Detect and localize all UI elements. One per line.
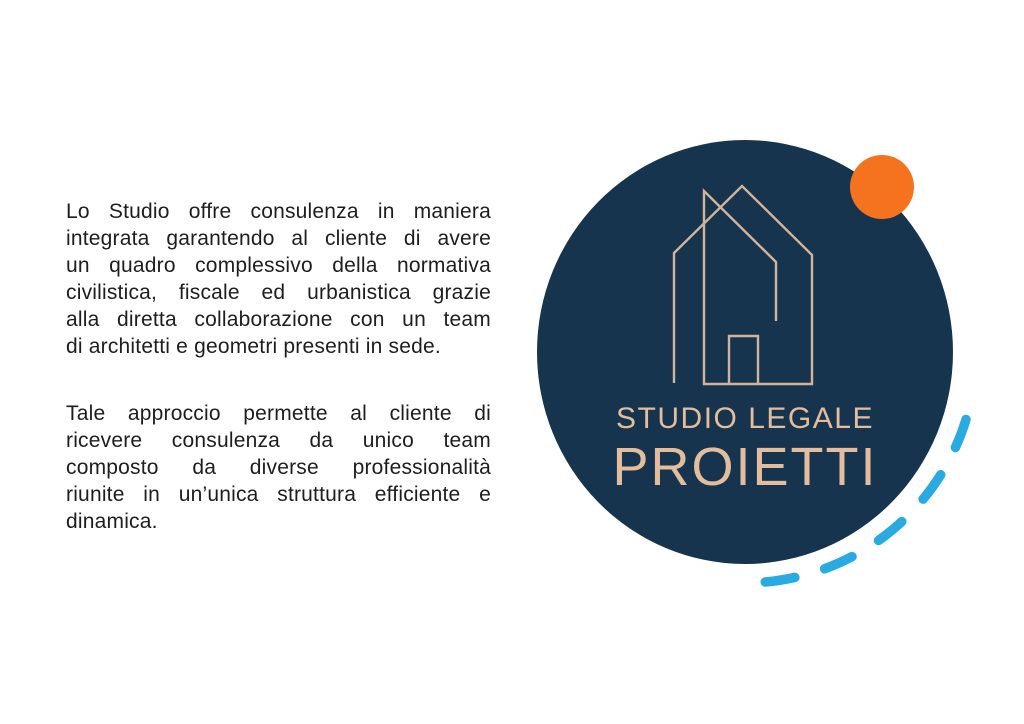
paragraph-1-line: alla diretta collaborazione con un team: [66, 308, 491, 331]
orange-dot: [850, 155, 914, 219]
paragraph-1-line: civilistica, fiscale ed urbanistica grazie: [66, 281, 491, 304]
paragraph-2-line: composto da diverse professionalità: [66, 456, 491, 479]
paragraph-1-line: integrata garantendo al cliente di avere: [66, 227, 491, 250]
paragraph-1-line: Lo Studio offre consulenza in maniera: [66, 200, 491, 223]
paragraph-2-line: ricevere consulenza da unico team: [66, 429, 491, 452]
paragraph-2-line: Tale approccio permette al cliente di: [66, 402, 491, 425]
paragraph-2-line: dinamica.: [66, 510, 158, 533]
logo-name-line2: PROIETTI: [612, 437, 878, 497]
paragraph-2-line: riunite in un’unica struttura efficiente e: [66, 483, 491, 506]
paragraph-1-line: un quadro complessivo della normativa: [66, 254, 491, 277]
paragraph-1-line: di architetti e geometri presenti in sede.: [66, 335, 441, 358]
logo-name-line1: STUDIO LEGALE: [616, 402, 874, 435]
